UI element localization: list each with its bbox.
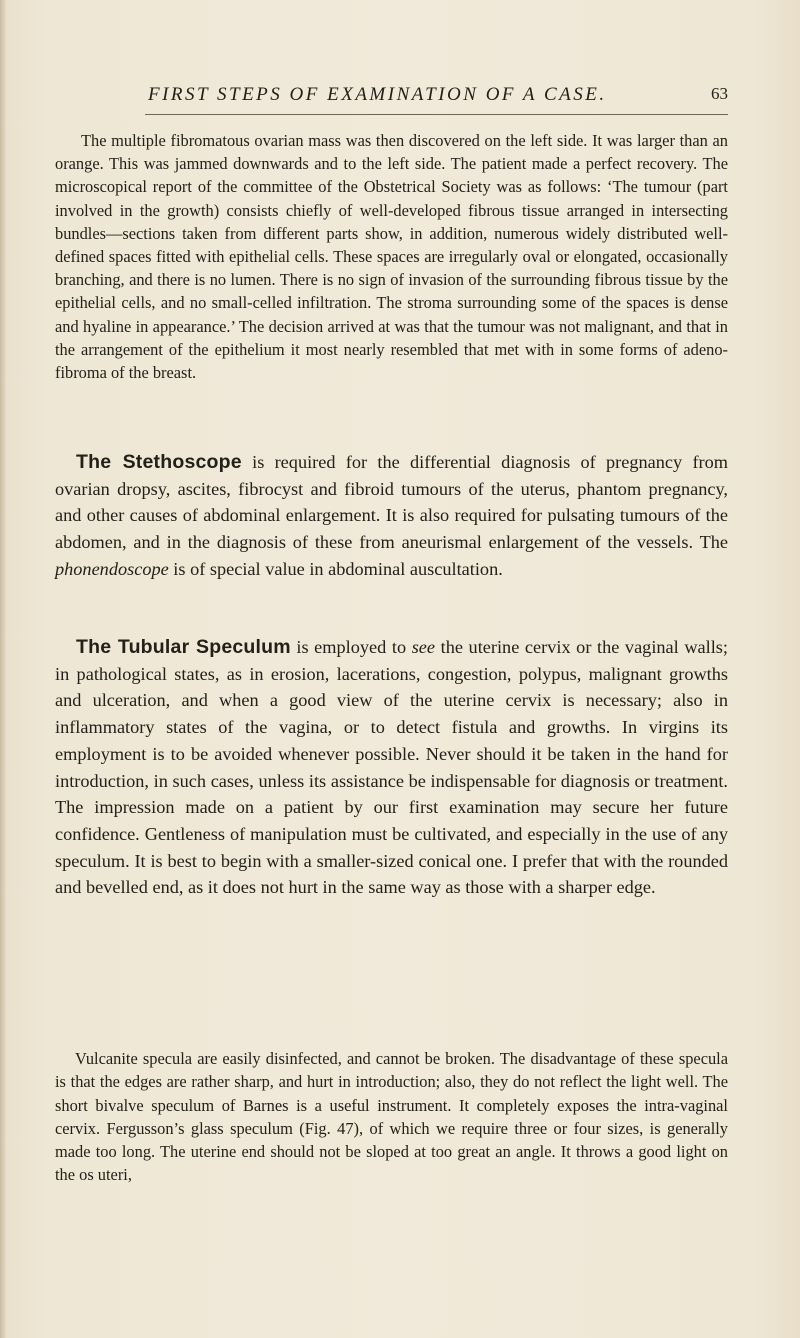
paragraph-tubular-speculum: [55, 634, 728, 901]
section-lead-stethoscope: The Stethoscope: [76, 451, 242, 473]
page-header: [148, 84, 728, 110]
paragraph-case-report: The multiple fibromatous ovarian mass was then discovered on the left side. It was larger than an orange. This was jammed downwards and to the left side. The patient made a perfect recovery. The microscopical report of the committee of the Obstetrical Society was as follows: ‘The tumour (part involved in the growth) consists chiefly of well-developed fibrous tissue arranged in intersecting bundles—sections taken from different parts show, in addition, numerous widely distributed well-defined spaces fitted with epithelial cells. These spaces are irregularly oval or elongated, occasionally branching, and there is no lumen. There is no sign of invasion of the surrounding fibrous tissue by the epithelial cells, and no small-celled infiltration. The stroma surrounding some of the spaces is dense and hyaline in appearance.’ The decision arrived at was that the tumour was not malignant, and that in the arrangement of the epithelium it most nearly resembled that met with in some forms of adeno-fibroma of the breast.: [55, 131, 728, 383]
header-rule: [145, 114, 728, 115]
page-edge-shadow: [0, 0, 6, 1338]
section-lead-tubular-speculum: The Tubular Speculum: [76, 636, 291, 658]
paragraph-text: is required for the differential diagnosis of pregnancy from ovarian dropsy, ascites, fibrocyst and fibroid tumours of the uterus, phantom pregnancy, and other causes of abdominal enlargement. It is also required for pulsating tumours of the abdomen, and in the diagnosis of these from aneurismal enlargement of the vessels. The: [55, 452, 728, 553]
running-title: FIRST STEPS OF EXAMINATION OF A CASE.: [148, 84, 607, 105]
italic-term: phonendoscope: [55, 558, 169, 579]
paragraph-text: is employed to: [290, 637, 412, 657]
paragraph-text: the uterine cervix or the vaginal walls; in pathological states, as in erosion, lacerations, congestion, polypus, malignant growths and ulceration, and when a good view of the uterine cervix is necessary; also in inflammatory states of the vagina, or to detect fistula and growths. In virgins its employment is to be avoided whenever possible. Never should it be taken in the hand for introduction, in such cases, unless its assistance be indispensable for diagnosis or treatment. The impression made on a patient by our first examination may secure her future confidence. Gentleness of manipulation must be cultivated, and especially in the use of any speculum. It is best to begin with a smaller-sized conical one. I prefer that with the rounded and bevelled end, as it does not hurt in the same way as those with a sharper edge.: [55, 637, 728, 898]
paragraph-text: is of special value in abdominal auscultation.: [168, 558, 503, 579]
page-number: 63: [711, 84, 728, 103]
paragraph-vulcanite-specula: Vulcanite specula are easily disinfected, and cannot be broken. The disadvantage of these specula is that the edges are rather sharp, and hurt in introduction; also, they do not reflect the light well. The short bivalve speculum of Barnes is a useful instrument. It completely exposes the intra-vaginal cervix. Fergusson’s glass speculum (Fig. 47), of which we require three or four sizes, is generally made too long. The uterine end should not be sloped at too great an angle. It throws a good light on the os uteri,: [55, 1049, 728, 1185]
paragraph-stethoscope: [55, 449, 728, 583]
italic-term: see: [411, 637, 436, 657]
